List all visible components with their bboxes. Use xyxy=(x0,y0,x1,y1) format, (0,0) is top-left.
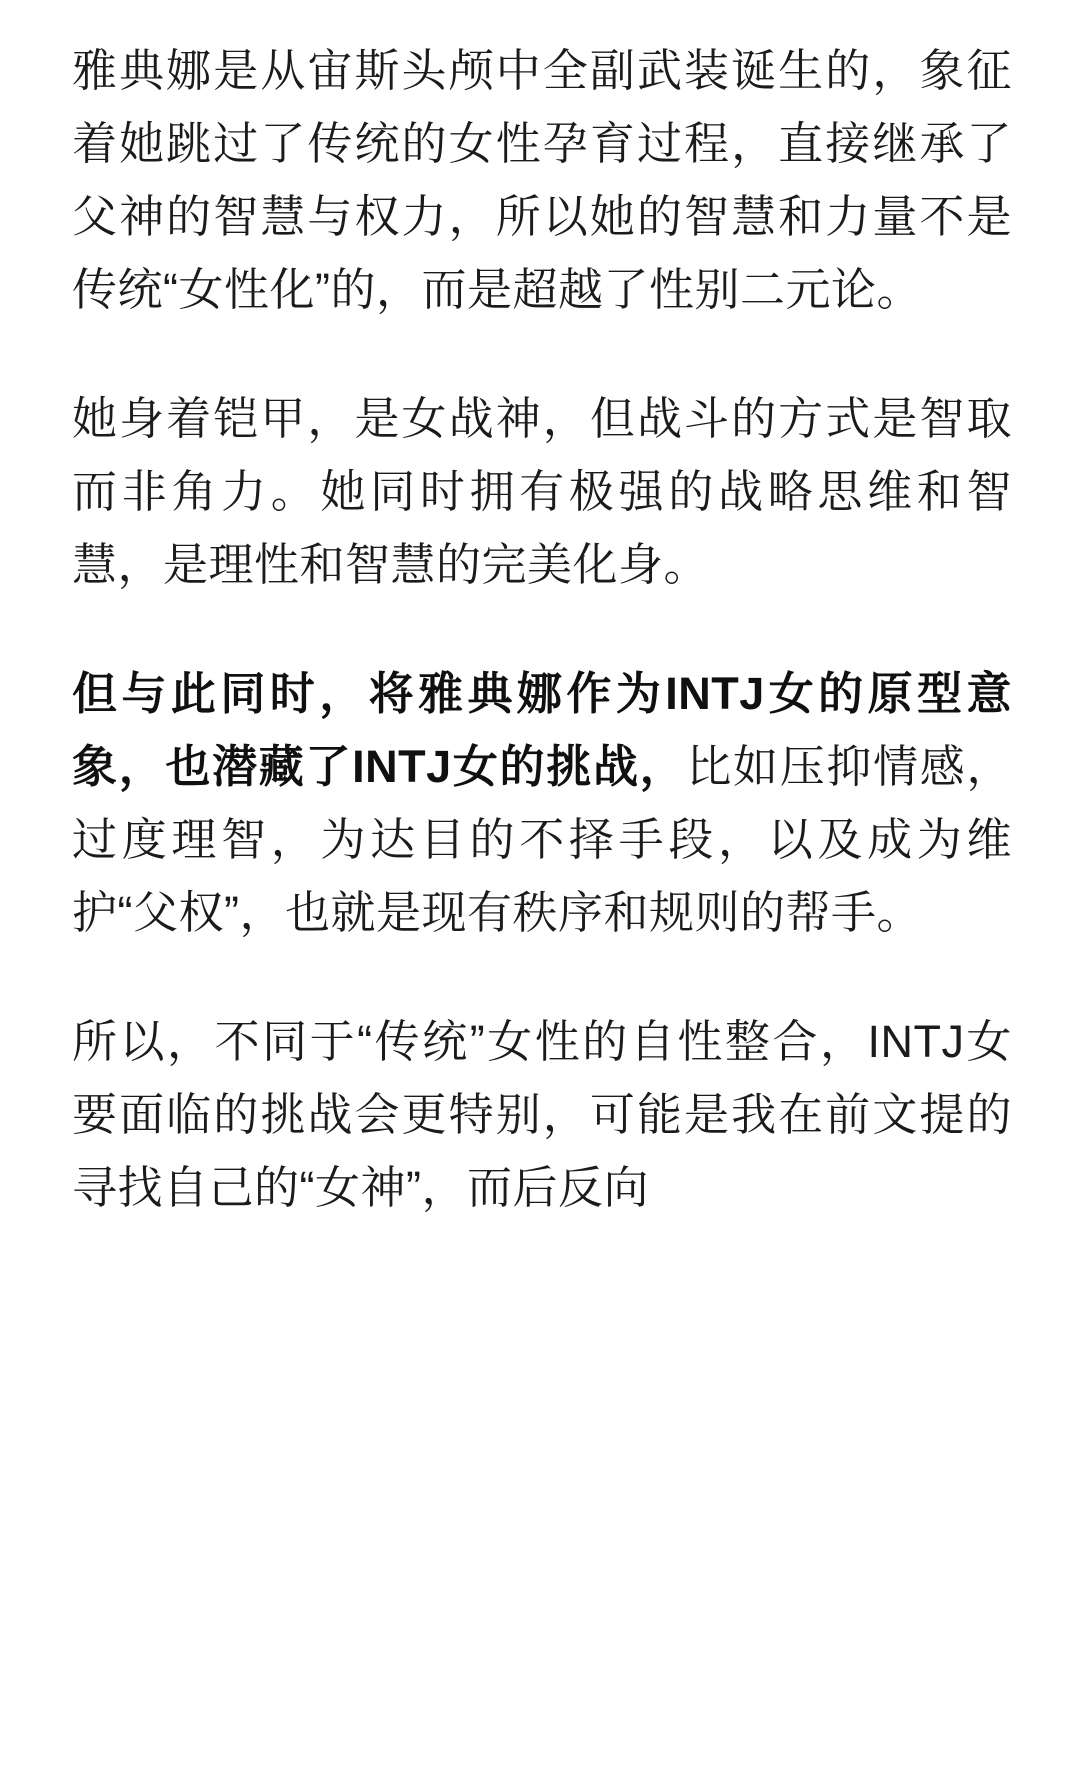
paragraph-3-bold-lead: 但与此同时，将雅典娜作为INTJ女的原型意象，也潜藏了INTJ女的挑战， xyxy=(72,668,1012,792)
paragraph-2: 她身着铠甲，是女战神，但战斗的方式是智取而非角力。她同时拥有极强的战略思维和智慧，是理性和智慧的完美化身。 xyxy=(72,393,1012,590)
paragraph-1: 雅典娜是从宙斯头颅中全副武装诞生的，象征着她跳过了传统的女性孕育过程，直接继承了父神的智慧与权力，所以她的智慧和力量不是传统“女性化”的，而是超越了性别二元论。 xyxy=(72,45,1012,315)
paragraph-3 xyxy=(72,657,1012,949)
paragraph-4: 所以，不同于“传统”女性的自性整合，INTJ女要面临的挑战会更特别，可能是我在前文提的寻找自己的“女神”，而后反向 xyxy=(72,1016,1012,1213)
paragraph-3-rest: 比如压抑情感，过度理智，为达目的不择手段，以及成为维护“父权”，也就是现有秩序和规则的帮手。 xyxy=(72,741,1012,938)
